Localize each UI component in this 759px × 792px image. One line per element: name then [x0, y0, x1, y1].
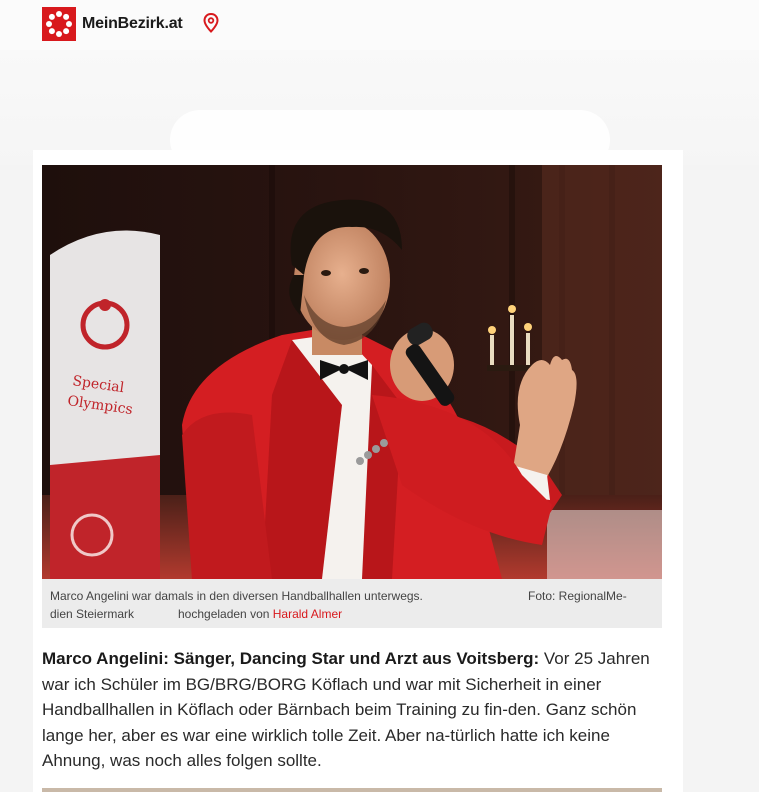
- article-lead-bold: Marco Angelini: Sänger, Dancing Star und Arzt aus Voitsberg:: [42, 649, 540, 668]
- upload-info: [178, 605, 342, 623]
- caption-text: Marco Angelini war damals in den diversen Handballhallen unterwegs.: [50, 589, 423, 603]
- next-photo-preview: [42, 788, 662, 792]
- site-logo[interactable]: [42, 7, 183, 41]
- svg-text:Special: Special: [71, 373, 126, 397]
- photo-singer-illustration: [42, 165, 662, 579]
- article-lead-text: Vor 25 Jahren war ich Schüler im BG/BRG/BORG Köflach und war mit Sicherheit in einer Handballhallen in Köflach oder Bärnbach beim Training zu fin-den. Ganz schön lange her, aber es war eine wirklich tolle Zeit. Aber na-türlich hatte ich keine Ahnung, was noch alles folgen sollte.: [42, 649, 650, 770]
- upload-prefix: hochgeladen von: [178, 607, 273, 621]
- ad-placeholder: [0, 50, 759, 165]
- map-pin-icon[interactable]: [203, 13, 219, 33]
- photo-credit-continued: dien Steiermark: [50, 607, 135, 621]
- site-header: [0, 0, 759, 50]
- meinbezirk-logo-icon: [42, 7, 76, 41]
- photo-caption: [42, 579, 662, 628]
- uploader-link[interactable]: Harald Almer: [272, 607, 343, 621]
- site-name: MeinBezirk.at: [82, 15, 183, 32]
- photo-credit: Foto: RegionalMe-: [528, 589, 627, 603]
- article-paragraph: [42, 646, 657, 774]
- article-photo[interactable]: [42, 165, 662, 579]
- svg-text:Olympics: Olympics: [66, 393, 134, 419]
